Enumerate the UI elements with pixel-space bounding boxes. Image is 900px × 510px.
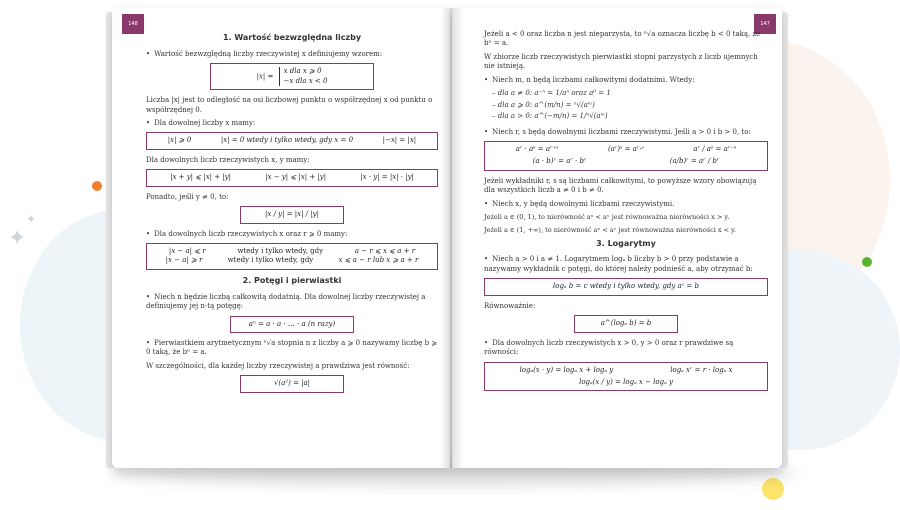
- formula: wtedy i tylko wtedy, gdy: [227, 256, 314, 265]
- formula-box: [240, 375, 344, 392]
- formula: |x| = 0 wtedy i tylko wtedy, gdy x = 0: [220, 136, 354, 145]
- formula: x ⩽ a − r lub x ⩾ a + r: [338, 256, 419, 265]
- section-title: 2. Potęgi i pierwiastki: [242, 275, 342, 285]
- formula: (aʳ)ˢ = aʳ·ˢ: [607, 144, 644, 153]
- formula: |x − y| ⩽ |x| + |y|: [265, 173, 327, 182]
- formula: wtedy i tylko wtedy, gdy: [237, 247, 324, 256]
- right-page-content: [484, 30, 768, 397]
- formula: |x · y| = |x| · |y|: [360, 173, 414, 182]
- section-title: 1. Wartość bezwzględna liczby: [222, 33, 362, 42]
- paragraph: • Pierwiastkiem arytmetycznym ⁿ√a stopnia n z liczby a ⩾ 0 nazywamy liczbę b ⩾ 0 taką, że bⁿ = a.: [146, 339, 438, 358]
- paragraph: • Niech r, s będą dowolnymi liczbami rzeczywistymi. Jeśli a > 0 i b > 0, to:: [484, 128, 768, 137]
- formula-case: x dla x ⩾ 0: [283, 67, 322, 76]
- book-gutter: [440, 8, 464, 468]
- paragraph: Jeżeli a < 0 oraz liczba n jest nieparzysta, to ⁿ√a oznacza liczbę b < 0 taką, że bⁿ = a.: [484, 30, 761, 48]
- formula-box: [146, 132, 438, 149]
- formula-box: [230, 316, 354, 333]
- formula: |x + y| ⩽ |x| + |y|: [170, 173, 231, 182]
- formula-case: −x dla x < 0: [283, 76, 328, 85]
- paragraph: • Dla dowolnych liczb rzeczywistych x oraz r ⩾ 0 mamy:: [146, 230, 438, 239]
- formula: |x − a| ⩾ r: [165, 256, 203, 265]
- formula-lhs: |x| =: [256, 72, 274, 81]
- formula: aⁿ = a · a · … · a (n razy): [248, 319, 336, 328]
- formula: (a · b)ʳ = aʳ · bʳ: [532, 157, 587, 166]
- formula-box: [484, 362, 768, 392]
- sparkle-icon: ✦: [26, 212, 37, 226]
- formula-box: [240, 206, 344, 223]
- paragraph: • Wartość bezwzględną liczby rzeczywistej x definiujemy wzorem:: [146, 50, 438, 59]
- paragraph: W zbiorze liczb rzeczywistych pierwiastki stopni parzystych z liczb ujemnych nie istnieją.: [484, 52, 758, 71]
- formula: logₐ(x · y) = logₐ x + logₐ y: [519, 365, 614, 374]
- formula: aʳ / aˢ = aʳ⁻ˢ: [693, 144, 737, 153]
- sparkle-icon: ✦: [8, 226, 27, 251]
- decor-dot-yellow: [762, 478, 784, 500]
- formula: |x − a| ⩽ r: [168, 247, 206, 256]
- formula: |x / y| = |x| / |y|: [265, 210, 319, 219]
- paragraph: Jeżeli wykładniki r, s są liczbami całkowitymi, to powyższe wzory obowiązują dla wszystkich liczb a ≠ 0 i b ≠ 0.: [484, 176, 757, 195]
- formula: logₐ(x / y) = logₐ x − logₐ y: [579, 377, 673, 386]
- page-number-right: 147: [754, 14, 776, 34]
- formula-box: [210, 63, 374, 90]
- paragraph: • Niech x, y będą dowolnymi liczbami rzeczywistymi.: [484, 200, 768, 209]
- formula: – dla a ⩾ 0: a^(m/n) = ⁿ√(aᵐ): [492, 100, 595, 109]
- paragraph: Jeżeli a ∈ (1, +∞), to nierówność aˣ < aʸ jest równoważna nierówności x < y.: [484, 225, 737, 234]
- paragraph: Jeżeli a ∈ (0, 1), to nierówność aˣ < aʸ jest równoważna nierówności x > y.: [484, 213, 730, 222]
- formula: logₐ xʳ = r · logₐ x: [670, 365, 733, 374]
- paragraph: Ponadto, jeśli y ≠ 0, to:: [146, 192, 229, 201]
- formula: – dla a > 0: a^(−m/n) = 1/ⁿ√(aᵐ): [492, 112, 608, 121]
- formula: a − r ⩽ x ⩽ a + r: [354, 247, 416, 256]
- formula: (a/b)ʳ = aʳ / bʳ: [669, 157, 720, 166]
- paragraph: • Niech a > 0 i a ≠ 1. Logarytmem logₐ b liczby b > 0 przy podstawie a nazywamy wykładnik c potęgi, do której należy podnieść a, aby otrzymać b:: [484, 255, 768, 274]
- paragraph: Liczba |x| jest to odległość na osi liczbowej punktu o współrzędnej x od punktu o współrzędnej 0.: [146, 96, 433, 114]
- formula: – dla a ≠ 0: a⁻ⁿ = 1/aⁿ oraz a⁰ = 1: [492, 89, 611, 98]
- paragraph: • Niech m, n będą liczbami całkowitymi dodatnimi. Wtedy:: [484, 76, 768, 85]
- page-number-left: 148: [122, 14, 144, 34]
- paragraph: • Dla dowolnej liczby x mamy:: [146, 119, 438, 128]
- section-title: 3. Logarytmy: [596, 238, 656, 248]
- formula-box: [574, 315, 678, 332]
- decor-dot-green: [862, 257, 872, 267]
- decor-dot-orange: [92, 181, 102, 191]
- formula: logₐ b = c wtedy i tylko wtedy, gdy aᶜ = b: [553, 282, 699, 291]
- formula: |x| ⩾ 0: [167, 136, 192, 145]
- formula: |−x| = |x|: [382, 136, 417, 145]
- formula: aʳ · aˢ = aʳ⁺ˢ: [515, 144, 559, 153]
- paragraph: • Dla dowolnych liczb rzeczywistych x > 0, y > 0 oraz r prawdziwe są równości:: [484, 339, 768, 358]
- paragraph: Dla dowolnych liczb rzeczywistych x, y mamy:: [146, 155, 310, 164]
- paragraph: Równoważnie:: [484, 301, 536, 310]
- left-page-content: [146, 30, 438, 399]
- formula: a^(logₐ b) = b: [600, 319, 652, 328]
- formula: √(a²) = |a|: [273, 379, 311, 388]
- formula-box: [146, 169, 438, 186]
- formula-box: [484, 141, 768, 171]
- formula-box: [146, 243, 438, 270]
- paragraph: W szczególności, dla każdej liczby rzeczywistej a prawdziwa jest równość:: [146, 361, 410, 370]
- paragraph: • Niech n będzie liczbą całkowitą dodatnią. Dla dowolnej liczby rzeczywistej a definiujemy jej n-tą potęgę:: [146, 293, 438, 312]
- formula-box: [484, 278, 768, 295]
